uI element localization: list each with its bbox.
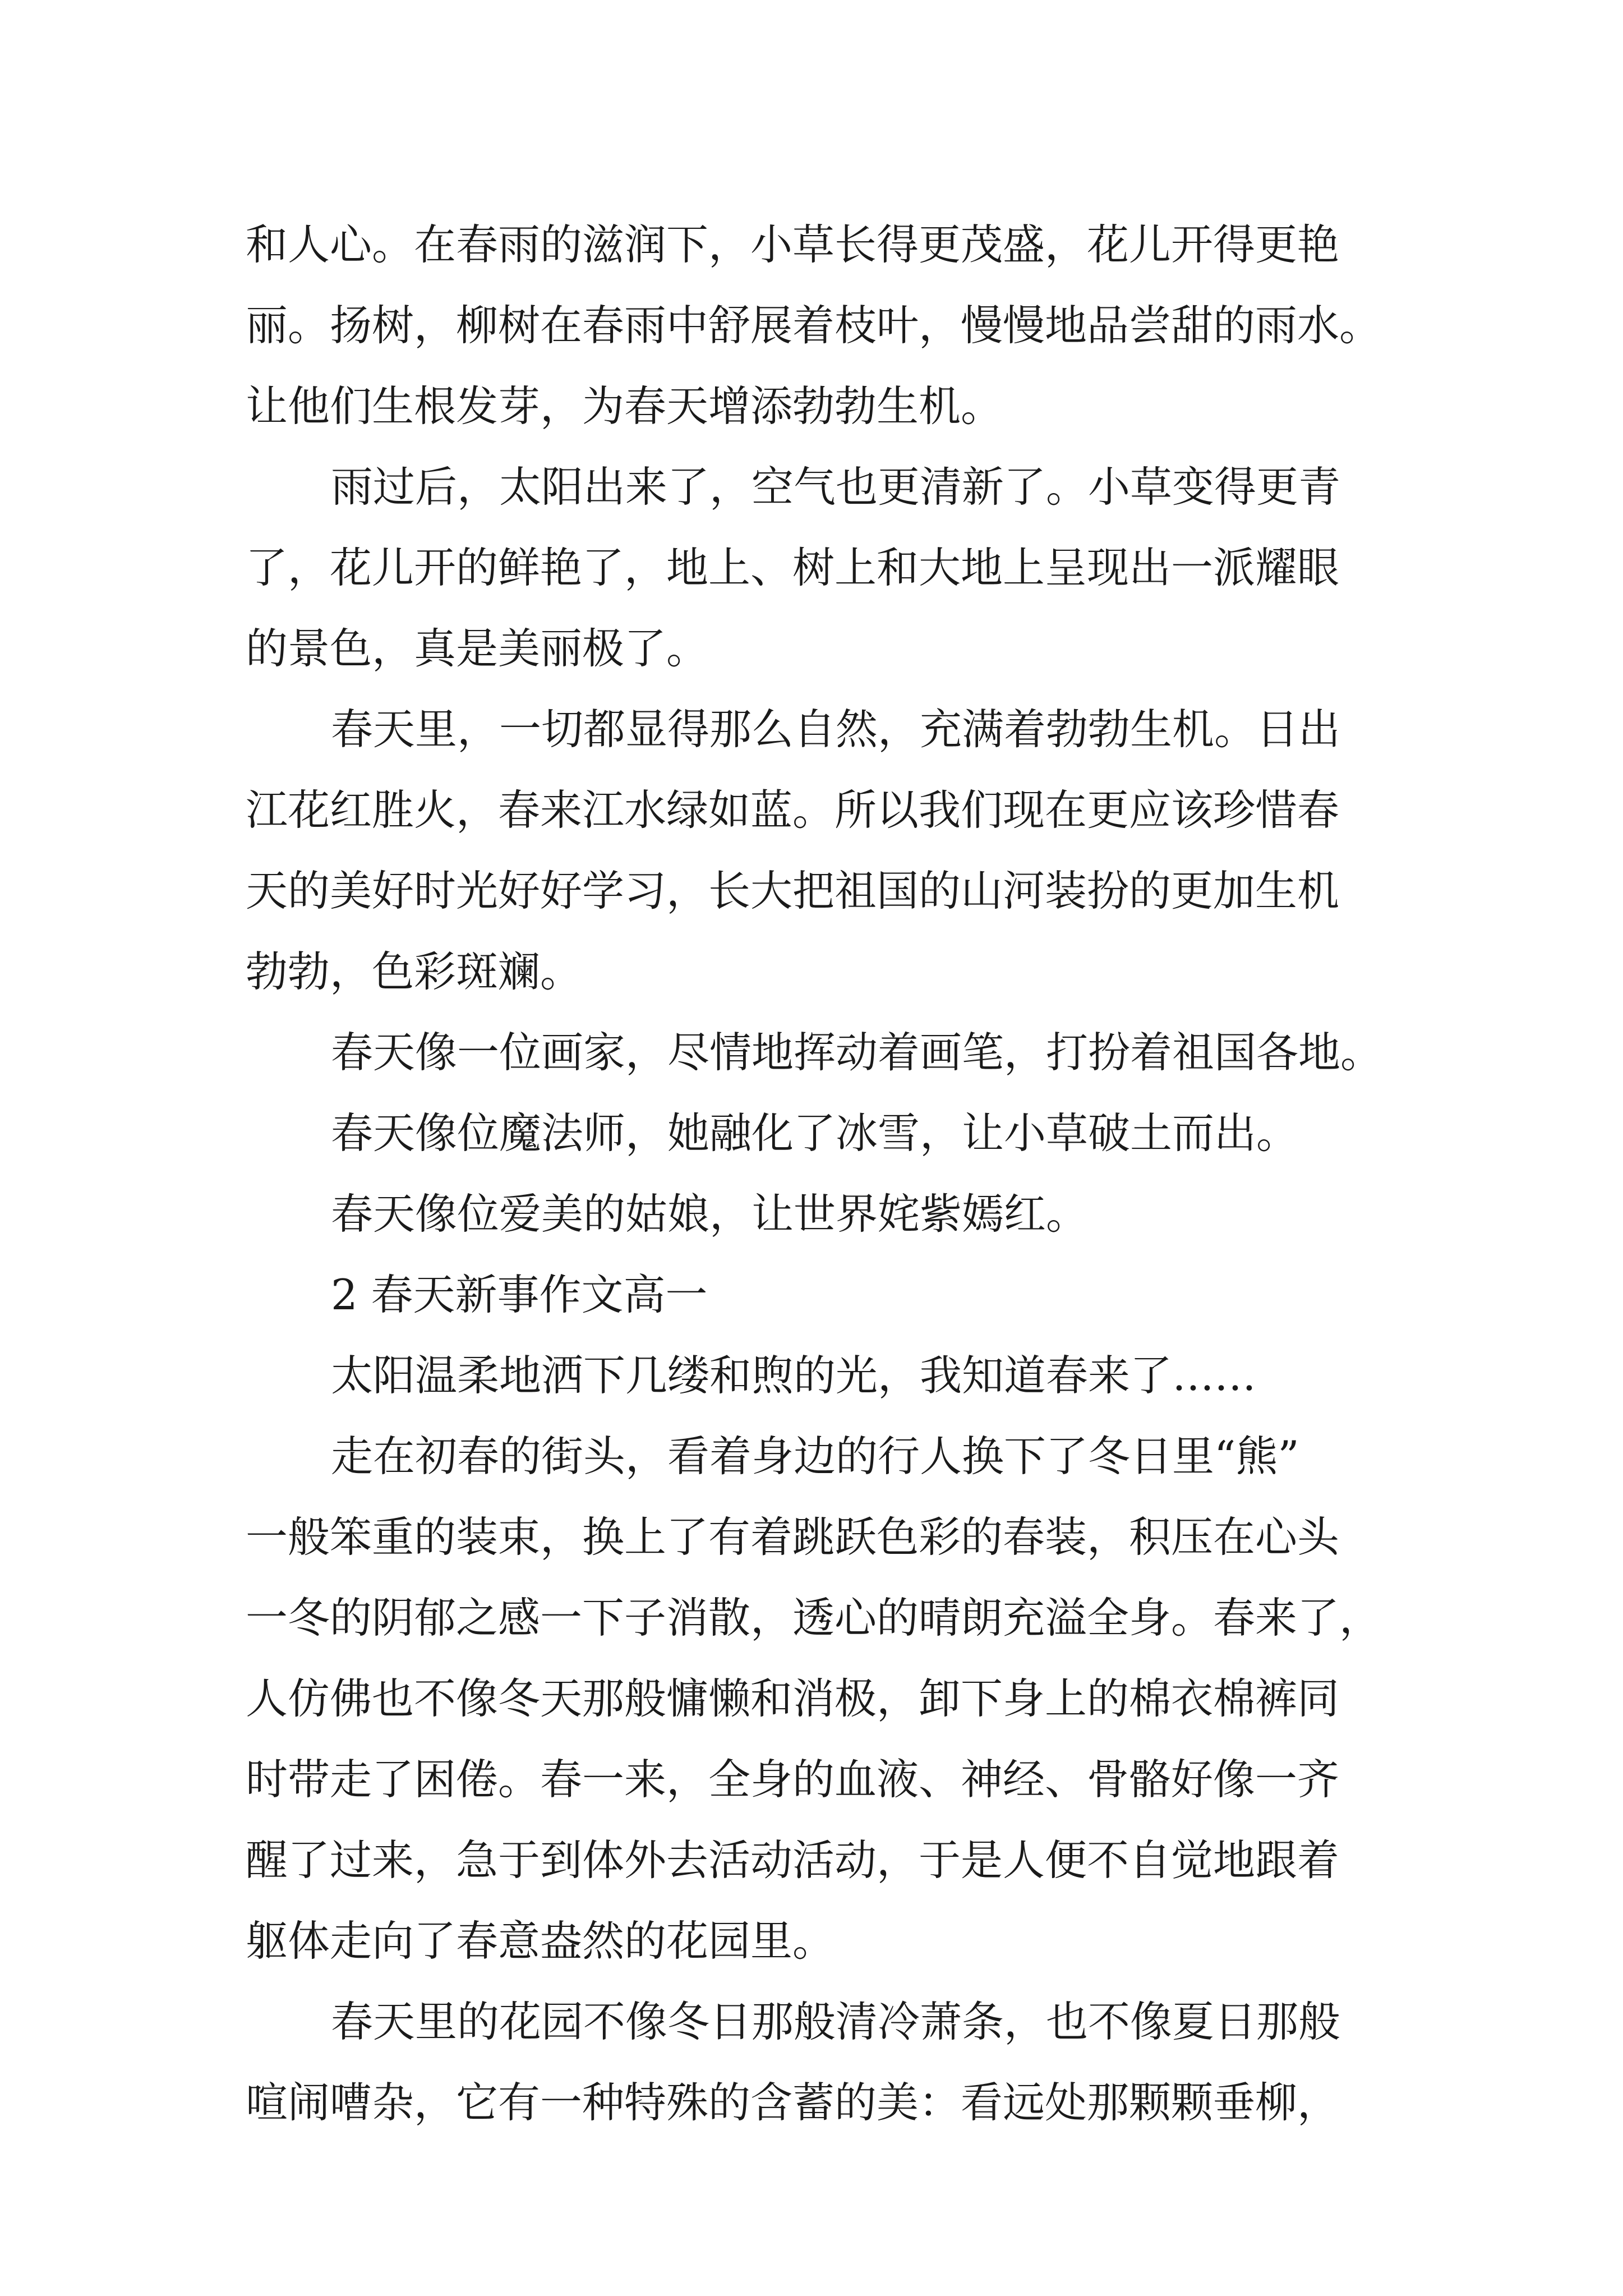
text-line: 喧闹嘈杂，它有一种特殊的含蓄的美：看远处那颗颗垂柳， bbox=[246, 2078, 1340, 2127]
text-line: 人仿佛也不像冬天那般慵懒和消极，卸下身上的棉衣棉裤同 bbox=[246, 1674, 1340, 1723]
paragraph-first-line: 雨过后，太阳出来了，空气也更清新了。小草变得更青 bbox=[331, 462, 1341, 512]
text-line: 了，花儿开的鲜艳了，地上、树上和大地上呈现出一派耀眼 bbox=[246, 543, 1340, 592]
section-heading: 2 春天新事作文高一 bbox=[331, 1270, 708, 1319]
paragraph-first-line: 春天里，一切都显得那么自然，充满着勃勃生机。日出 bbox=[331, 705, 1341, 754]
text-line: 时带走了困倦。春一来，全身的血液、神经、骨骼好像一齐 bbox=[246, 1755, 1340, 1804]
paragraph-first-line: 春天里的花园不像冬日那般清冷萧条，也不像夏日那般 bbox=[331, 1997, 1341, 2046]
text-line: 和人心。在春雨的滋润下，小草长得更茂盛，花儿开得更艳 bbox=[246, 220, 1340, 269]
text-line: 一般笨重的装束，换上了有着跳跃色彩的春装，积压在心头 bbox=[246, 1512, 1340, 1562]
text-line: 醒了过来，急于到体外去活动活动，于是人便不自觉地跟着 bbox=[246, 1835, 1340, 1885]
text-line: 丽。扬树，柳树在春雨中舒展着枝叶，慢慢地品尝甜的雨水。 bbox=[246, 301, 1382, 350]
paragraph-first-line: 太阳温柔地洒下几缕和煦的光，我知道春来了…… bbox=[331, 1351, 1257, 1400]
paragraph-first-line: 春天像位魔法师，她融化了冰雪，让小草破土而出。 bbox=[331, 1108, 1299, 1158]
paragraph-first-line: 春天像一位画家，尽情地挥动着画笔，打扮着祖国各地。 bbox=[331, 1028, 1383, 1077]
text-line: 江花红胜火，春来江水绿如蓝。所以我们现在更应该珍惜春 bbox=[246, 785, 1340, 835]
text-line: 天的美好时光好好学习，长大把祖国的山河装扮的更加生机 bbox=[246, 866, 1340, 915]
text-line: 的景色，真是美丽极了。 bbox=[246, 624, 709, 673]
text-line: 让他们生根发芽，为春天增添勃勃生机。 bbox=[246, 381, 1003, 431]
text-line: 勃勃，色彩斑斓。 bbox=[246, 947, 583, 996]
paragraph-first-line: 走在初春的街头，看着身边的行人换下了冬日里“熊” bbox=[331, 1432, 1299, 1481]
text-line: 躯体走向了春意盎然的花园里。 bbox=[246, 1916, 835, 1966]
paragraph-first-line: 春天像位爱美的姑娘，让世界姹紫嫣红。 bbox=[331, 1189, 1089, 1239]
text-line: 一冬的阴郁之感一下子消散，透心的晴朗充溢全身。春来了， bbox=[246, 1593, 1382, 1642]
